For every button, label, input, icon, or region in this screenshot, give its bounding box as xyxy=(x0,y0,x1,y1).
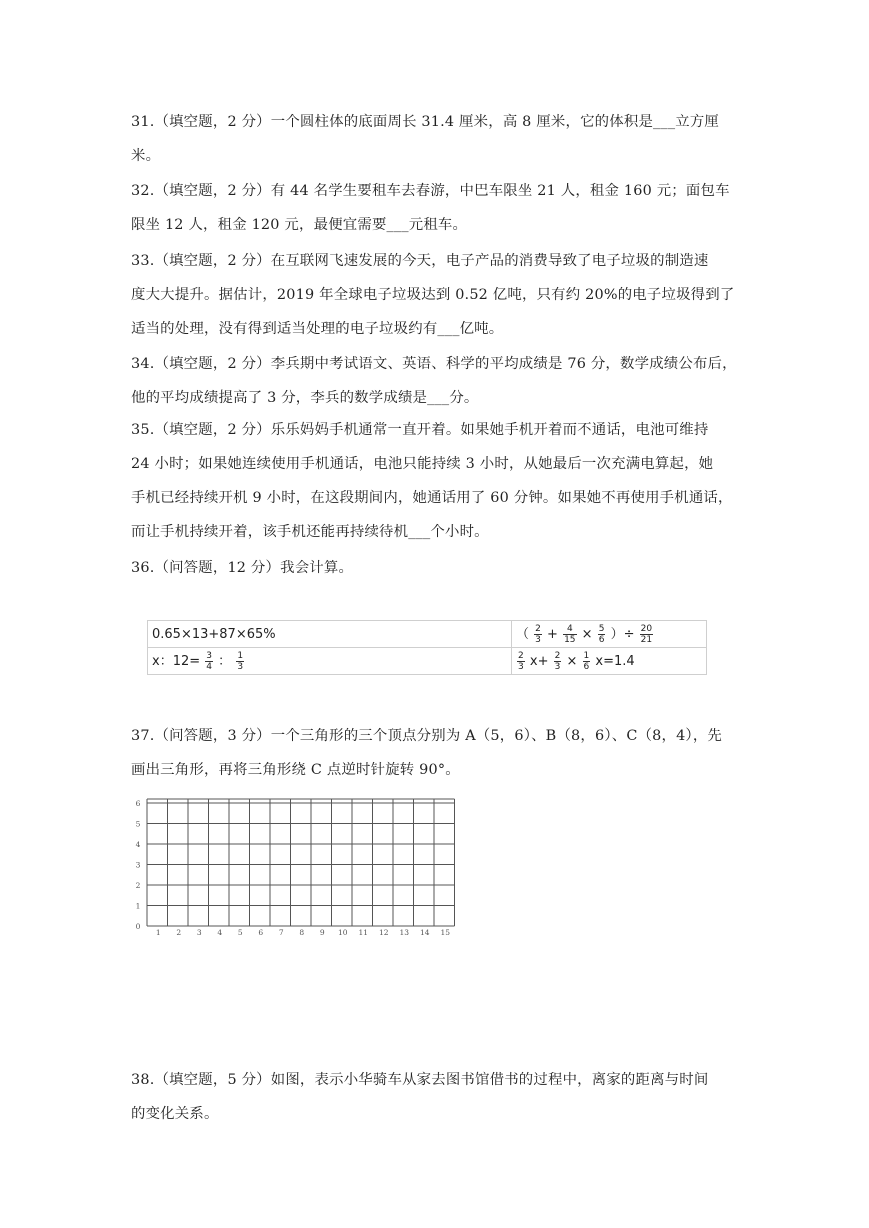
question-36 xyxy=(131,551,741,585)
x-tick-label: 15 xyxy=(440,928,451,937)
question-38-line-1: 38.（填空题，5 分）如图，表示小华骑车从家去图书馆借书的过程中，离家的距离与时间 xyxy=(131,1072,709,1088)
numerator: 2 xyxy=(554,650,561,661)
x-tick-label: 5 xyxy=(237,928,243,937)
calc-row-2 xyxy=(148,648,707,675)
x-tick-label: 10 xyxy=(337,928,348,937)
y-tick-label: 1 xyxy=(135,901,141,911)
y-tick-label: 6 xyxy=(135,799,141,808)
question-34 xyxy=(131,347,741,415)
question-33-line-2: 度大大提升。据估计，2019 年全球电子垃圾达到 0.52 亿吨，只有约 20%的电子垃圾得到了 xyxy=(131,287,735,303)
fraction xyxy=(205,651,213,672)
calculation-table xyxy=(147,620,707,675)
numerator: 1 xyxy=(237,651,244,661)
fraction xyxy=(598,624,606,645)
numerator: 3 xyxy=(206,651,213,661)
x-tick-label: 6 xyxy=(258,928,264,937)
question-32-line-2: 限坐 12 人，租金 120 元，最便宜需要___元租车。 xyxy=(131,217,468,233)
question-34-line-1: 34.（填空题，2 分）李兵期中考试语文、英语、科学的平均成绩是 76 分，数学成绩公布后， xyxy=(131,356,737,372)
question-33 xyxy=(131,244,741,346)
x-tick-label: 13 xyxy=(399,928,410,937)
denominator: 6 xyxy=(583,661,590,672)
question-35-line-4: 而让手机持续开着，该手机还能再持续待机___个小时。 xyxy=(131,524,489,540)
question-33-line-3: 适当的处理，没有得到适当处理的电子垃圾约有___亿吨。 xyxy=(131,321,504,337)
denominator: 3 xyxy=(237,662,244,672)
x-tick-label: 4 xyxy=(217,928,223,937)
question-32-line-1: 32.（填空题，2 分）有 44 名学生要租车去春游，中巴车限坐 21 人，租金 160 元；面包车 xyxy=(131,183,730,199)
y-tick-label: 5 xyxy=(135,819,141,829)
x-tick-label: 8 xyxy=(299,928,305,937)
y-tick-label: 0 xyxy=(135,922,141,931)
question-38 xyxy=(131,1063,741,1131)
expression-prefix: x：12= xyxy=(152,654,201,669)
operator: × xyxy=(581,627,593,642)
numerator: 20 xyxy=(640,624,653,634)
x-tick-label: 9 xyxy=(319,928,325,937)
expression-suffix: x=1.4 xyxy=(595,653,635,669)
question-35 xyxy=(131,413,741,549)
y-tick-label: 2 xyxy=(135,881,141,890)
x-tick-label: 3 xyxy=(196,928,202,937)
operator: x+ xyxy=(529,653,549,669)
denominator: 4 xyxy=(206,662,213,672)
y-tick-label: 3 xyxy=(135,860,141,870)
coordinate-grid-svg xyxy=(130,798,475,940)
question-37-line-2: 画出三角形，再将三角形绕 C 点逆时针旋转 90°。 xyxy=(131,762,460,778)
x-tick-label: 11 xyxy=(358,928,369,937)
numerator: 1 xyxy=(583,650,590,661)
fraction xyxy=(640,624,653,645)
denominator: 3 xyxy=(518,661,524,672)
denominator: 3 xyxy=(554,661,561,672)
x-tick-label: 7 xyxy=(278,928,284,937)
question-35-line-2: 24 小时；如果她连续使用手机通话，电池只能持续 3 小时，从她最后一次充满电算起，她 xyxy=(131,456,714,472)
question-31-line-2: 米。 xyxy=(131,148,161,164)
question-34-line-2: 他的平均成绩提高了 3 分，李兵的数学成绩是___分。 xyxy=(131,390,479,406)
numerator: 4 xyxy=(563,624,576,635)
fraction xyxy=(563,624,576,645)
fraction xyxy=(534,624,542,645)
denominator: 6 xyxy=(598,635,605,645)
paren-close: ）÷ xyxy=(610,627,635,642)
denominator: 3 xyxy=(535,635,541,645)
y-tick-label: 4 xyxy=(135,840,141,849)
fraction xyxy=(517,651,525,672)
question-35-line-1: 35.（填空题，2 分）乐乐妈妈手机通常一直开着。如果她手机开着而不通话，电池可维持 xyxy=(131,422,709,438)
operator: + xyxy=(547,627,558,642)
question-37-line-1: 37.（问答题，3 分）一个三角形的三个顶点分别为 A（5，6）、B（8，6）、C（8，4），先 xyxy=(131,728,722,744)
question-38-line-2: 的变化关系。 xyxy=(131,1106,219,1122)
scan-artifact xyxy=(175,604,335,612)
question-31-line-1: 31.（填空题，2 分）一个圆柱体的底面周长 31.4 厘米，高 8 厘米，它的体积是___立方厘 xyxy=(131,114,719,130)
coordinate-grid xyxy=(130,798,475,940)
question-32 xyxy=(131,174,741,242)
calc-cell-2 xyxy=(512,621,707,648)
fraction xyxy=(236,651,244,672)
numerator: 2 xyxy=(535,624,541,634)
denominator: 15 xyxy=(564,635,576,645)
question-35-line-3: 手机已经持续开机 9 小时，在这段期间内，她通话用了 60 分钟。如果她不再使用手机通话， xyxy=(131,490,733,506)
numerator: 5 xyxy=(598,624,605,634)
denominator: 21 xyxy=(640,635,653,645)
x-tick-label: 2 xyxy=(176,928,182,937)
calc-cell-4 xyxy=(512,648,707,675)
question-36-line-1: 36.（问答题，12 分）我会计算。 xyxy=(131,560,354,576)
calc-cell-3 xyxy=(148,648,512,675)
calc-row-1 xyxy=(148,621,707,648)
question-37 xyxy=(131,719,741,787)
question-33-line-1: 33.（填空题，2 分）在互联网飞速发展的今天，电子产品的消费导致了电子垃圾的制造速 xyxy=(131,253,709,269)
x-tick-label: 12 xyxy=(378,928,389,937)
fraction xyxy=(583,651,591,672)
x-tick-label: 1 xyxy=(155,928,161,937)
x-tick-label: 14 xyxy=(419,928,430,937)
calc-cell-1: 0.65×13+87×65% xyxy=(148,621,512,648)
question-31 xyxy=(131,105,741,173)
numerator: 2 xyxy=(518,650,524,661)
operator: × xyxy=(566,653,578,669)
paren-open: （ xyxy=(516,627,530,642)
operator: ： xyxy=(218,654,232,669)
fraction xyxy=(554,651,562,672)
